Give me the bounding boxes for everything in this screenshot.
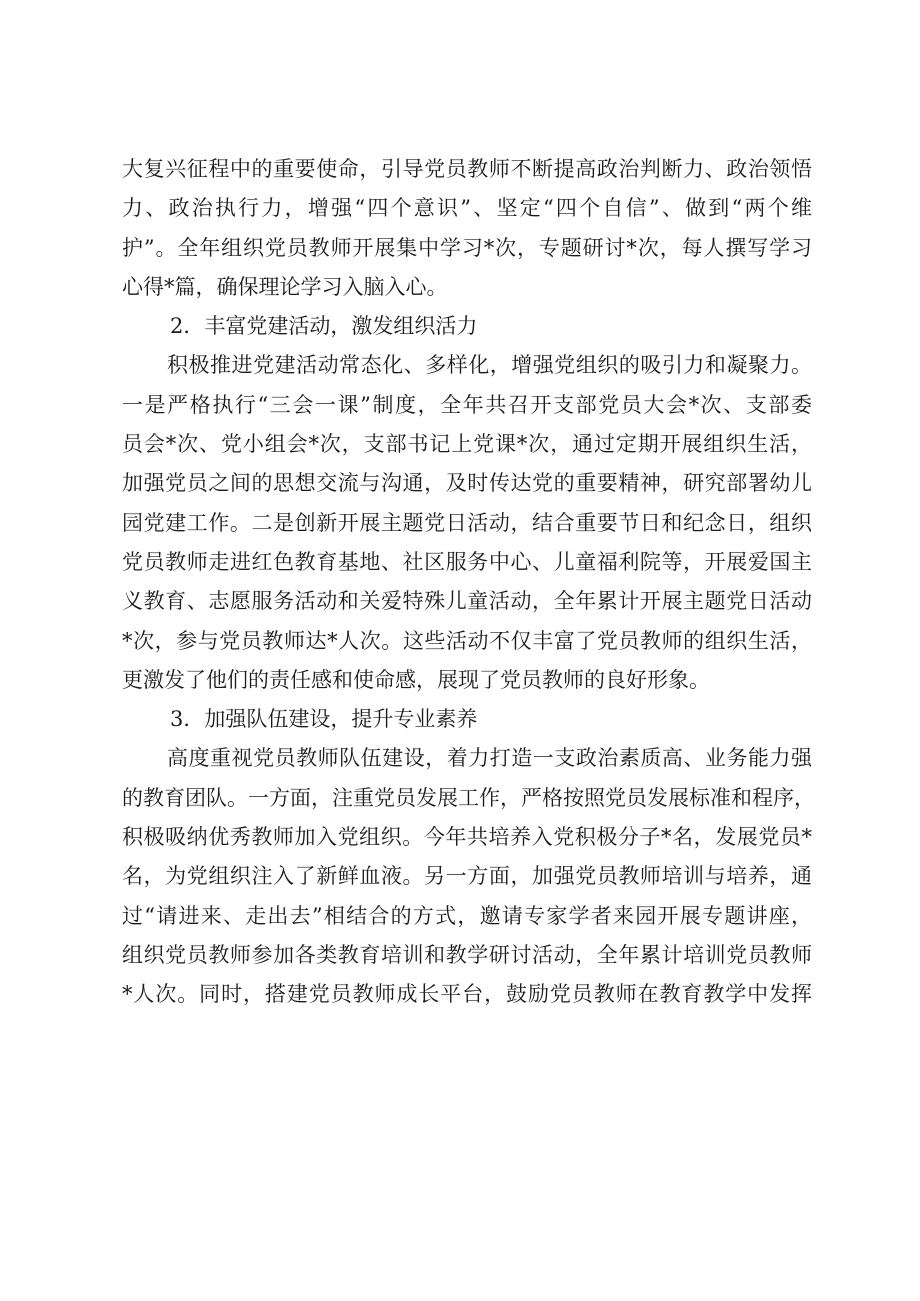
text-line: 力、政治执行力，增强“四个意识”、坚定“四个自信”、做到“两个维 (122, 196, 812, 221)
text-line: 积极吸纳优秀教师加入党组织。今年共培养入党积极分子*名，发展党员* (122, 825, 812, 850)
text-line: *人次。同时，搭建党员教师成长平台，鼓励党员教师在教育教学中发挥 (122, 982, 812, 1007)
text-line: 更激发了他们的责任感和使命感，展现了党员教师的良好形象。 (122, 667, 710, 692)
text-line: 员会*次、党小组会*次，支部书记上党课*次，通过定期开展组织生活， (122, 432, 812, 457)
text-line: 高度重视党员教师队伍建设，着力打造一支政治素质高、业务能力强 (167, 746, 812, 771)
text-line: 加强党员之间的思想交流与沟通，及时传达党的重要精神，研究部署幼儿 (122, 471, 812, 496)
text-line: 心得*篇，确保理论学习入脑入心。 (122, 274, 448, 299)
text-line: 一是严格执行“三会一课”制度，全年共召开支部党员大会*次、支部委 (122, 392, 812, 417)
text-line: 大复兴征程中的重要使命，引导党员教师不断提高政治判断力、政治领悟 (122, 157, 812, 181)
text-line: 义教育、志愿服务活动和关爱特殊儿童活动，全年累计开展主题党日活动 (122, 589, 812, 614)
text-line: 护”。全年组织党员教师开展集中学习*次，专题研讨*次，每人撰写学习 (122, 235, 812, 260)
document-body (122, 150, 815, 1015)
text-line: 名，为党组织注入了新鲜血液。另一方面，加强党员教师培训与培养，通 (122, 864, 812, 889)
text-line: 党员教师走进红色教育基地、社区服务中心、儿童福利院等，开展爱国主 (122, 549, 812, 574)
section-heading-2: 2．丰富党建活动，激发组织活力 (170, 314, 478, 339)
text-line: 园党建工作。二是创新开展主题党日活动，结合重要节日和纪念日，组织 (122, 510, 812, 535)
text-line: 过“请进来、走出去”相结合的方式，邀请专家学者来园开展专题讲座， (122, 903, 812, 928)
section-heading-3: 3．加强队伍建设，提升专业素养 (170, 707, 478, 732)
text-line: 积极推进党建活动常态化、多样化，增强党组织的吸引力和凝聚力。 (167, 353, 812, 378)
text-line: *次，参与党员教师达*人次。这些活动不仅丰富了党员教师的组织生活， (122, 628, 812, 653)
text-line: 组织党员教师参加各类教育培训和教学研讨活动，全年累计培训党员教师 (122, 942, 812, 967)
text-line: 的教育团队。一方面，注重党员发展工作，严格按照党员发展标准和程序， (122, 785, 815, 810)
